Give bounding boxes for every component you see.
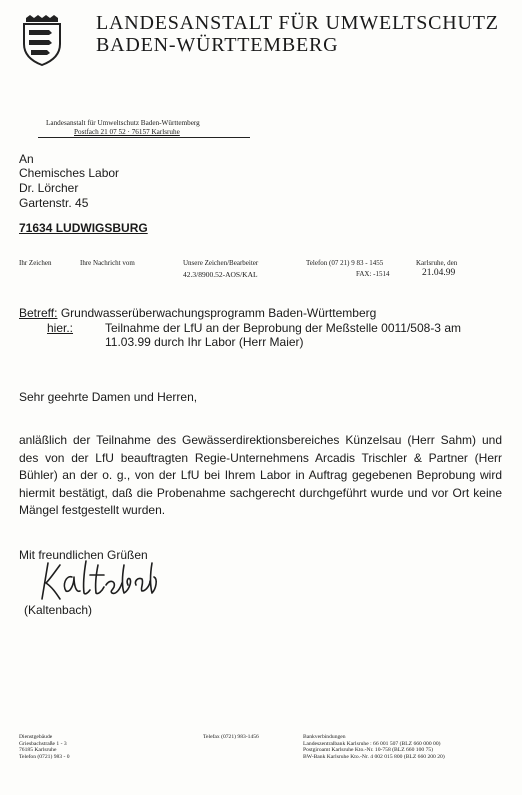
- sender-postal-address: Postfach 21 07 52 · 76157 Karlsruhe: [74, 128, 180, 136]
- footer-address-line: Telefon (0721) 983 - 0: [19, 753, 70, 760]
- date-label: Karlsruhe, den: [416, 259, 458, 267]
- organization-name-line2: BADEN-WÜRTTEMBERG: [96, 34, 339, 56]
- recipient-line: Chemisches Labor: [19, 166, 120, 180]
- betreff-text: Grundwasserüberwachungsprogramm Baden-Württemberg: [60, 306, 377, 320]
- hier-label: hier.:: [47, 321, 74, 335]
- recipient-city: 71634 LUDWIGSBURG: [19, 221, 148, 235]
- hier-text-line2: 11.03.99 durch Ihr Labor (Herr Maier): [105, 335, 304, 349]
- unsere-zeichen-label: Unsere Zeichen/Bearbeiter: [183, 259, 259, 267]
- ihr-zeichen-label: Ihr Zeichen: [19, 259, 52, 267]
- coat-of-arms-logo: [20, 14, 64, 66]
- footer-bank-line: Bankverbindungen: [303, 734, 346, 740]
- recipient-line: Dr. Lörcher: [19, 181, 79, 195]
- betreff-label: Betreff:: [19, 306, 58, 320]
- telefon-label: Telefon (07 21) 9 83 - 1455: [306, 259, 384, 267]
- sender-divider: [38, 137, 250, 138]
- fax-label: FAX: -1514: [356, 270, 390, 278]
- footer-bank-line: Postgiroamt Karlsruhe Kto.-Nr. 10-758 (BLZ 660 100 75): [303, 747, 434, 754]
- body-paragraph: anläßlich der Teilnahme des Gewässerdirektionsbereiches Künzelsau (Herr Sahm) und des von der LfU beauftragten Regie-Unternehmens Arcadis Trischler & Partner (Herr Bühler) an der o. g., von der LfU bei Ihrem Labor in Auftrag gegebenen Beprobung wird hiermit bestätigt, daß die Probenahme sachgerecht durchgeführt wurde und vor Ort keine Mängel festgestellt wurden.: [19, 433, 502, 518]
- closing: Mit freundlichen Grüßen: [19, 548, 148, 562]
- footer-address: [19, 734, 70, 760]
- signer-name: (Kaltenbach): [24, 603, 93, 617]
- footer-telefax: Telefax (0721) 983-1456: [203, 734, 259, 740]
- footer-bank-line: Landeszentralbank Karlsruhe : 66 001 507 (BLZ 660 000 00): [303, 740, 441, 747]
- recipient-line: An: [19, 152, 34, 166]
- footer-address-line: Dienstgebäude: [19, 734, 53, 740]
- footer-address-line: Griesbachstraße 1 - 3: [19, 740, 67, 747]
- sender-name: Landesanstalt für Umweltschutz Baden-Württemberg: [46, 119, 200, 127]
- handwritten-signature: [38, 555, 178, 605]
- date-value: 21.04.99: [422, 268, 456, 278]
- unsere-zeichen-value: 42.3/8900.52-AOS/KAL: [183, 270, 258, 279]
- footer-bank-line: BW-Bank Karlsruhe Kto.-Nr. 4 002 015 800 (BLZ 660 200 20): [303, 753, 445, 760]
- footer-bank-details: [303, 734, 445, 760]
- recipient-line: Gartenstr. 45: [19, 196, 89, 210]
- hier-text-line1: Teilnahme der LfU an der Beprobung der Meßstelle 0011/508-3 am: [105, 321, 461, 335]
- salutation: Sehr geehrte Damen und Herren,: [19, 390, 198, 404]
- footer-address-line: 76185 Karlsruhe: [19, 747, 57, 754]
- ihre-nachricht-label: Ihre Nachricht vom: [80, 259, 135, 267]
- organization-name-line1: LANDESANSTALT FÜR UMWELTSCHUTZ: [96, 12, 499, 34]
